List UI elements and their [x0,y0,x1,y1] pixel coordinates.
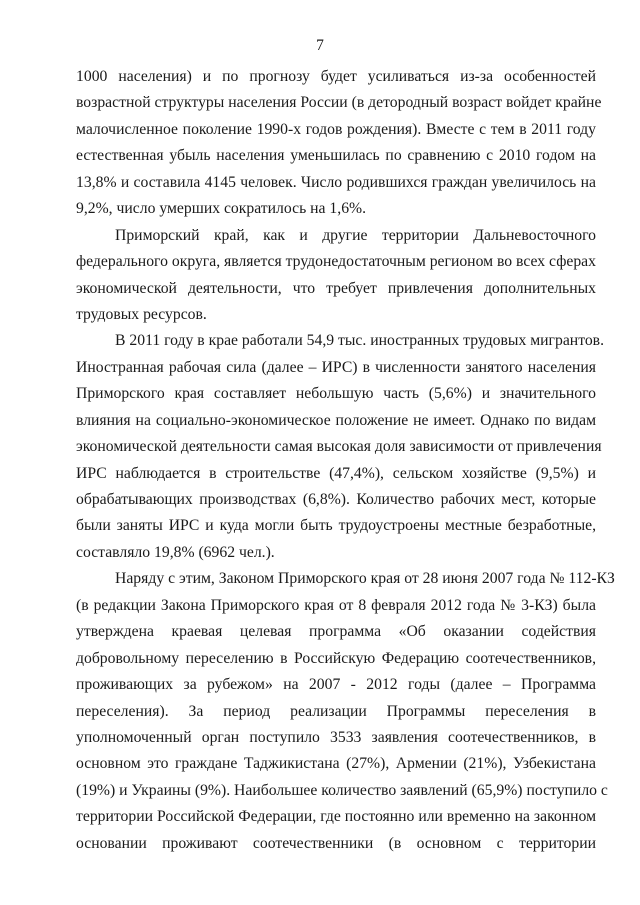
text-line: Наряду с этим, Законом Приморского края от 28 июня 2007 года № 112-КЗ [115,570,615,588]
text-line: ИРС наблюдается в строительстве (47,4%), сельском хозяйстве (9,5%) и [76,464,596,482]
text-line: утверждена краевая целевая программа «Об оказании содействия [76,623,596,641]
text-line: Иностранная рабочая сила (далее – ИРС) в численности занятого населения [76,358,596,376]
text-line: влияния на социально-экономическое положение не имеет. Однако по видам [76,411,596,429]
text-line: трудовых ресурсов. [76,305,207,323]
text-line: малочисленное поколение 1990-х годов рождения). Вместе с тем в 2011 году [76,120,596,138]
text-line: Приморский край, как и другие территории Дальневосточного [115,226,596,244]
text-line: 1000 населения) и по прогнозу будет усиливаться из-за особенностей [76,68,596,85]
text-line: (в редакции Закона Приморского края от 8 февраля 2012 года № 3-КЗ) была [76,596,596,614]
text-line: территории Российской Федерации, где постоянно или временно на законном [76,808,596,826]
text-line: Приморского края составляет небольшую часть (5,6%) и значительного [76,385,596,403]
text-line: 13,8% и составила 4145 человек. Число родившихся граждан увеличилось на [76,173,596,191]
text-line: естественная убыль населения уменьшилась по сравнению с 2010 годом на [76,147,596,165]
text-line: добровольному переселению в Российскую Федерацию соотечественников, [76,649,596,667]
text-line: В 2011 году в крае работали 54,9 тыс. иностранных трудовых мигрантов. [115,332,605,350]
text-line: федерального округа, является трудонедостаточным регионом во всех сферах [76,253,596,271]
document-body [76,64,615,857]
text-line: основании проживают соотечественники (в основном с территории [76,834,596,852]
paragraph [76,566,615,857]
text-line: 9,2%, число умерших сократилось на 1,6%. [76,200,367,218]
text-line: проживающих за рубежом» на 2007 - 2012 годы (далее – Программа [76,676,596,694]
text-line: обрабатывающих производствах (6,8%). Количество рабочих мест, которые [76,491,596,508]
paragraph [76,64,602,223]
text-line: экономической деятельности, что требует привлечения дополнительных [76,279,596,297]
text-line: были заняты ИРС и куда могли быть трудоустроены местные безработные, [76,517,596,535]
text-line: экономической деятельности самая высокая доля зависимости от привлечения [76,438,602,456]
text-line: уполномоченный орган поступило 3533 заявления соотечественников, в [76,728,596,746]
paragraph [76,328,605,566]
text-line: переселения). За период реализации Программы переселения в [76,702,596,720]
page-number: 7 [316,37,324,54]
paragraph [76,223,596,329]
text-line: основном это граждане Таджикистана (27%), Армении (21%), Узбекистана [76,755,596,773]
text-line: возрастной структуры населения России (в детородный возраст войдет крайне [76,94,602,112]
text-line: (19%) и Украины (9%). Наибольшее количество заявлений (65,9%) поступило с [76,781,608,799]
text-line: составляло 19,8% (6962 чел.). [76,543,275,561]
